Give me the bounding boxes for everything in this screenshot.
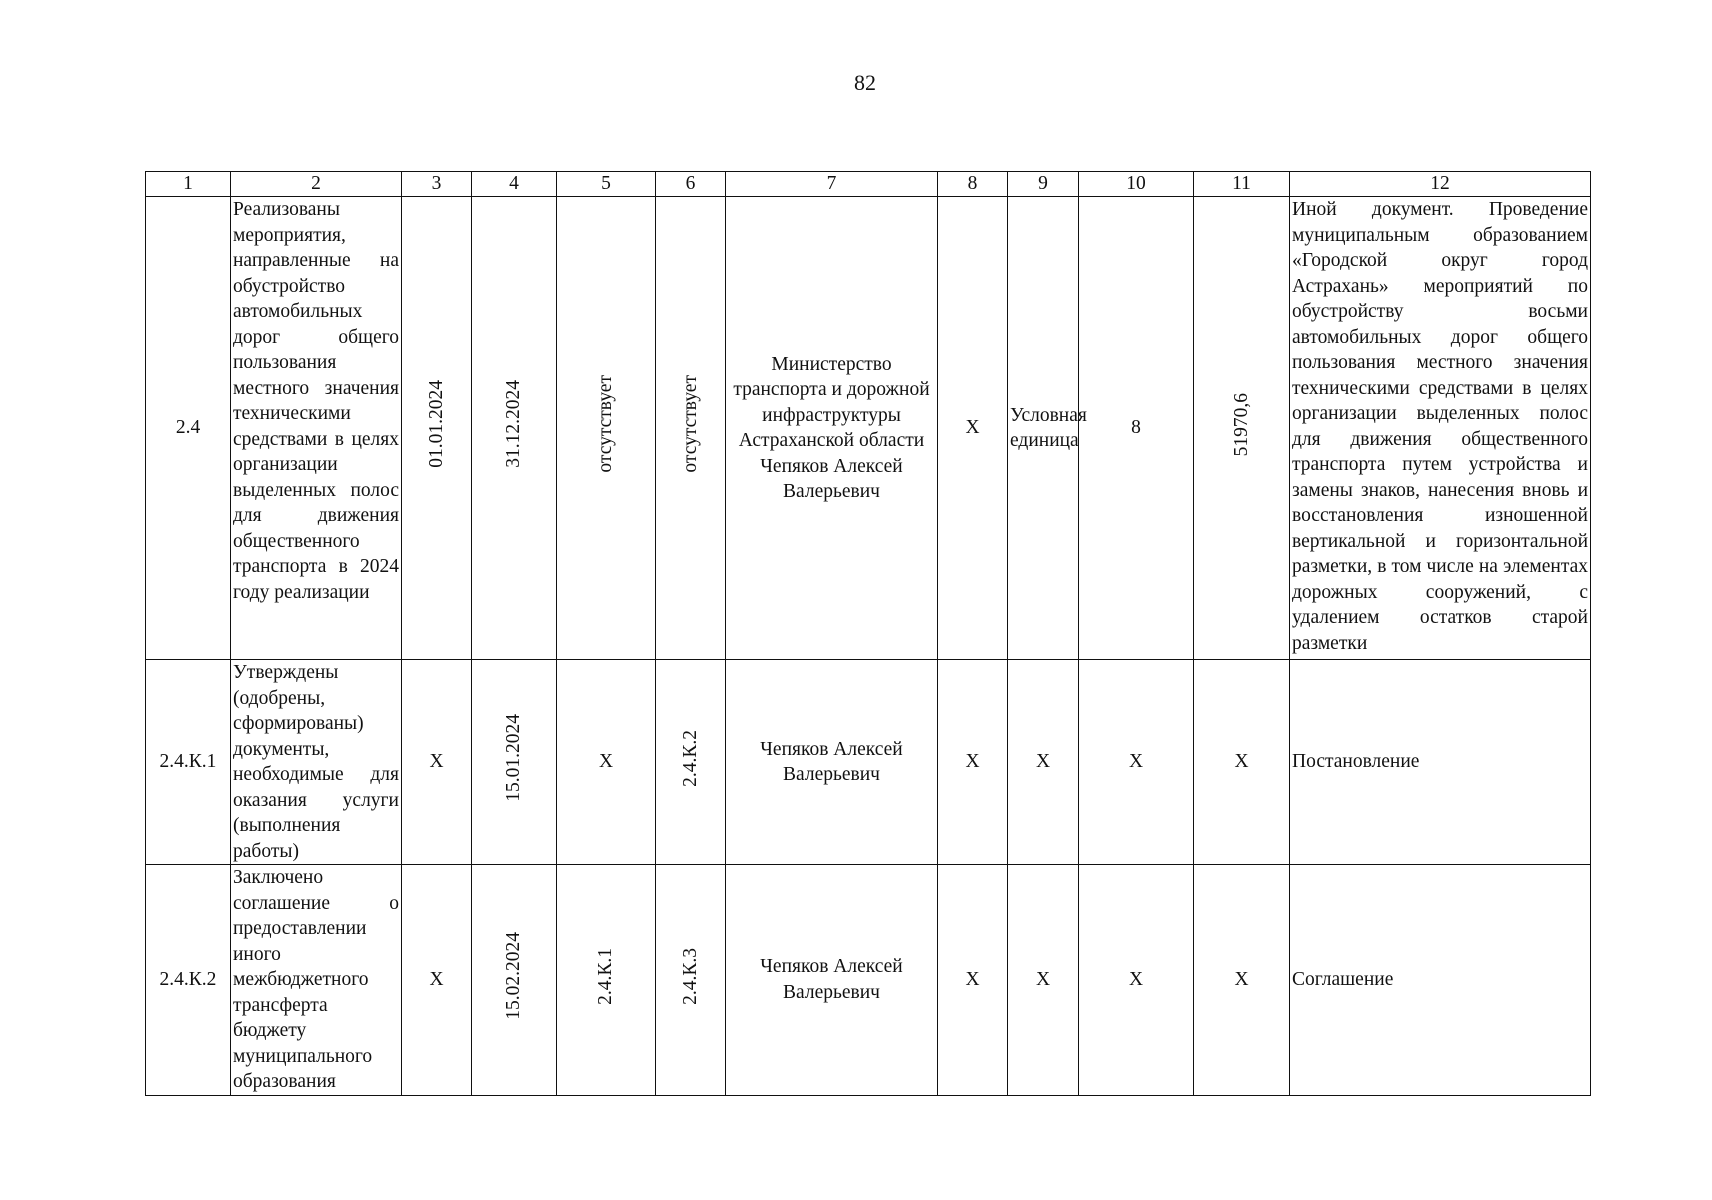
column-number-row — [146, 172, 1591, 197]
successor: 2.4.К.2 — [679, 729, 701, 787]
table-row — [146, 865, 1591, 1096]
row-number: 2.4.К.1 — [146, 660, 231, 865]
column-header: 9 — [1008, 172, 1079, 197]
responsible: Министерство транспорта и дорожной инфраструктуры Астраханской области Чепяков Алексей Валерьевич — [726, 197, 938, 660]
col10-value: X — [1079, 660, 1194, 865]
result-document: Иной документ. Проведение муниципальным образованием «Городской округ город Астрахань» мероприятий по обустройству восьми автомобильных дорог общего пользования местного значения техническими средствами в целях организации выделенных полос для движения общественного транспорта путем устройства и замены знаков, нанесения вновь и восстановления изношенной вертикальной и горизонтальной разметки, в том числе на элементах дорожных сооружений, с удалением остатков старой разметки — [1290, 197, 1591, 660]
row-description: Утверждены (одобрены, сформированы) документы, необходимые для оказания услуги (выполнения работы) — [231, 660, 402, 865]
unit-of-measure: Условная единица — [1008, 197, 1079, 660]
column-header: 6 — [656, 172, 726, 197]
table-row — [146, 197, 1591, 660]
row-description: Реализованы мероприятия, направленные на обустройство автомобильных дорог общего пользования местного значения техническими средствами в целях организации выделенных полос для движения общественного транспорта в 2024 году реализации — [231, 197, 402, 660]
page-number: 82 — [854, 70, 876, 95]
col8-value: X — [938, 197, 1008, 660]
predecessor-cell — [557, 865, 656, 1096]
responsible: Чепяков Алексей Валерьевич — [726, 865, 938, 1096]
plan-table — [145, 171, 1591, 1096]
col8-value: X — [938, 865, 1008, 1096]
col9-value: X — [1008, 865, 1079, 1096]
col10-value: X — [1079, 865, 1194, 1096]
column-header: 1 — [146, 172, 231, 197]
end-date-cell — [472, 660, 557, 865]
start-date: 01.01.2024 — [425, 380, 447, 469]
column-header: 3 — [402, 172, 472, 197]
column-header: 4 — [472, 172, 557, 197]
col11-value: X — [1194, 865, 1290, 1096]
end-date-cell — [472, 865, 557, 1096]
end-date: 15.02.2024 — [503, 932, 525, 1020]
column-header: 7 — [726, 172, 938, 197]
end-date: 15.01.2024 — [503, 714, 525, 803]
start-date: X — [402, 865, 472, 1096]
column-header: 11 — [1194, 172, 1290, 197]
amount: 51970,6 — [1230, 392, 1252, 456]
successor-cell — [656, 197, 726, 660]
successor-cell — [656, 660, 726, 865]
result-document: Соглашение — [1290, 865, 1591, 1096]
col8-value: X — [938, 660, 1008, 865]
responsible: Чепяков Алексей Валерьевич — [726, 660, 938, 865]
column-header: 12 — [1290, 172, 1591, 197]
table-row — [146, 660, 1591, 865]
row-description: Заключено соглашение о предоставлении иного межбюджетного трансферта бюджету муниципального образования — [231, 865, 402, 1096]
start-date-cell — [402, 197, 472, 660]
column-header: 8 — [938, 172, 1008, 197]
result-document: Постановление — [1290, 660, 1591, 865]
successor: 2.4.К.3 — [679, 947, 701, 1005]
column-header: 10 — [1079, 172, 1194, 197]
row-number: 2.4 — [146, 197, 231, 660]
successor: отсутствует — [679, 375, 701, 474]
predecessor: 2.4.К.1 — [595, 947, 617, 1005]
amount-cell — [1194, 197, 1290, 660]
predecessor-cell — [557, 197, 656, 660]
col11-value: X — [1194, 660, 1290, 865]
col9-value: X — [1008, 660, 1079, 865]
column-header: 5 — [557, 172, 656, 197]
column-header: 2 — [231, 172, 402, 197]
start-date: X — [402, 660, 472, 865]
predecessor: отсутствует — [595, 375, 617, 474]
row-number: 2.4.К.2 — [146, 865, 231, 1096]
col10-value: 8 — [1079, 197, 1194, 660]
predecessor: X — [557, 660, 656, 865]
end-date: 31.12.2024 — [503, 380, 525, 469]
end-date-cell — [472, 197, 557, 660]
successor-cell — [656, 865, 726, 1096]
